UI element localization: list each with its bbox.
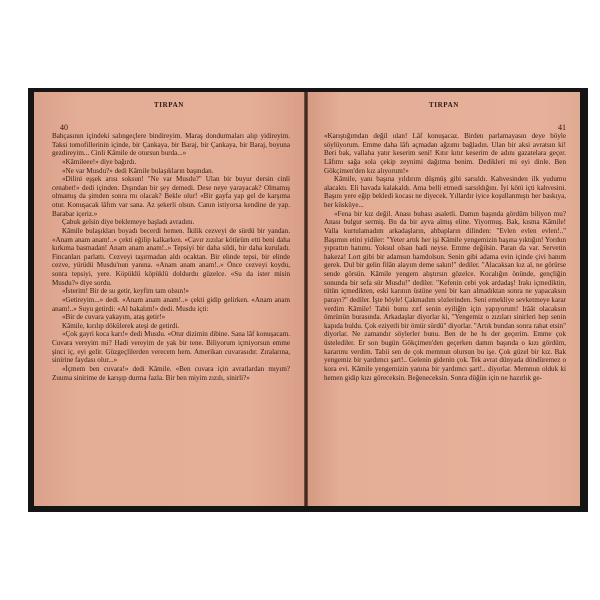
page-number: 40 xyxy=(60,123,68,132)
paragraph: «Getireyim...» dedi. «Anam anam anam!..» çekti gidip gelirken. «Anam anam anam!..» Suyu getirdi: «Al bakalım!» dedi. Musdu içti: xyxy=(52,295,290,313)
paragraph: «İçmem ben cuvara!» dedi Kâmile. «Ben cuvara için avratlardan mıyım? Zuuma sinirime de karışıp durma fazla. Bir ben miyim zızılı, sinirli?» xyxy=(52,364,290,382)
body-text xyxy=(324,132,566,382)
paragraph: «Kâmileee!» diye bağırdı. xyxy=(62,157,137,166)
page-number: 41 xyxy=(558,123,566,132)
right-page xyxy=(308,92,580,506)
paragraph: «İsterim! Bir de su getir, keyfim tam olsun!» xyxy=(62,287,189,296)
running-header: TIRPAN xyxy=(154,101,184,109)
paragraph: «Karıştığımdan değil ulan! Lâf konuşacaz. Birden parlamayasın deye böyle söylüyorum. Emme daha lâfı açmadan ağzımı bağladın. Ulan bir aksi avratsın ki! Beri bak, vallaha yatır keserim seni! Kıtır kıtır keserim de adını gazatelara geçer. Lâfımı sağa sola çekip zeynimi dağıtma benim. Dedikleri mi eyi dinle. Ben Gökçimen'den kız alıyorum!» xyxy=(324,132,566,175)
paragraph: Kâmile, kırılıp dökülerek ateşi de getirdi. xyxy=(62,321,180,330)
paragraph: «Çok gayri koca karı!» dedi Musdu. «Otur dizimin dibine. Sana lâf konuşacam. Cuvara vereyim mi? Hadi vereyim de yak bir tene. Biliyorum içmiyorsun emme şinci iç, eyi gelir. Güzgeçlilerden verecem hem. Amerikan cuvarasıdır. Zıralarına, sinirine faydası olur...» xyxy=(52,330,290,365)
paragraph: Çabuk gelsin diye beklemeye başladı avradını. xyxy=(62,218,195,227)
paragraph: «Bir de cuvara yakayım, ataş getir!» xyxy=(62,313,166,322)
open-book-spread xyxy=(28,88,588,512)
paragraph: Bahçasının içindeki salıngeçlere bindireyim. Maraş dondurmaları alıp yidireyim. Taksi tomofillerinin içinde, bir Çankaya, bir Baraj, bir Çankaya, bir Baraj, boyuna gezdireyim... Cinli Kâmile de otursun burda...» xyxy=(52,132,290,158)
paragraph: «Dilini eşşek arısı soksun! "Ne var Musdu?" Ulan bir buyur dersin cinli cenabet!» dedi içinden. Dışından bir şey demedi. Dese neye yarayacak? Olmamış olmamış da şimden sonra mı olacak? Bekle olur! «Bir gayfa yap gel de karşıma otur. Konuşacak lâfım var sana. Az şekerli olsun. Canın istiyorsa kendine de yap. Barabar içeriz.» xyxy=(52,175,290,218)
paragraph: Kâmile, yanı başına yıldırım düşmüş gibi sarsıldı. Kahvesinden ilk yudumu alacaktı. Eli havada kalakaldı. Ama belli etmedi sarsıldığını. İyi kötü içti kahvesini. Başını yere eğip bekledi kocası ne diyecek. Yıllardır iyice koşullanmıştı her baskıya, her küsküye... xyxy=(324,175,566,209)
body-text xyxy=(52,132,290,382)
left-page xyxy=(34,92,304,506)
running-header: TIRPAN xyxy=(429,101,459,109)
paragraph: «Fena bir kız değil. Anası bubası asaletli. Damın başında gördüm biliyon mu? Anası bulgur sermiş. Bu da bir ayva almış eline. Yiyormuş. Bak, kısma Kâmile! Valla kurtulamadım arkadaşların, ahbapların dilinden: "Evlen evlen evlen!.." Başımın etini yidiler: "Yeter artık her işi Kâmile yengemizin başına yıktığın! Yordun yıprattın hatunu. Yoksul olsan hadi neyse. Emme değilsin. Paran da var. Servetin hakeza! Lort gibi bir adamsın hamdolsun. Senin gibi adama evin içinde çivi hanım gerek. Dul bir gelin filân alayım deme sakın!" dediler. "Alacaksan kız al, ne görürse sende görsün. Kâmile yengem alıştırsın gözelce. Kocalığın önünde, gençliğin sonunda bir sefa sür Musdu!" dediler. "Kefenin cebi yok ardadaş! Irakı içmediktin, tütün içmedikten, eski karının üstüne yeni bir karı almadıktan sonra ne yapacaksın parayı?" dediler. İşte böyle! Çakmadım sözlerinden. Seni emekliye sevketmeye karar verdim Kâmile! Tabii bunu zırf senin eyiliğin için yapıyorum! Irâât olacaksın ömrünün burasında. Arkadaşlar diyorlar ki, "Yengemiz o zızıları sinirleri hep senin kapıda buldu. Çok eziyetli bir ömür sürdü" diyorlar. "Artık bundan sonra rahat etsin" diyorlar. Ne zamandır söylerler bunu. Ben de he hı der geçerim. Emme çok üstelediler. Er son bugün Gökçimen'den geçerken damın başında o kızı gördüm, kararımı verdim. Tabii sen de çok memnun olursun bu işe. Çok güzel bir kız. Bak yengemiz bir yardımcı şart!.. Gelenin gidenin çok. Tek avrat dünyada döndüremez o kora evi. Kâmile yengemizin yanına bir yardımcı şart!.. diyorlar. Memnun olduk ki hemen gidip kızı göreceksin. Beğeneceksin. Sonra düğün için ne hazırlık ge- xyxy=(324,209,566,382)
paragraph: «Ne var Musdu?» dedi Kâmile bulaşıkların başından. xyxy=(62,166,214,175)
paragraph: Kâmile bulaşıkları boyadı becerdi hemen. İkilik cezveyi de sürdü bir yandan. «Anam anam anam!..» çekti eğilip kalkarken. «Cavır zızılar kötürüm etti beni daha kırkıma basmadan! Anam anam anam!..» Tepsiyi bir daha sildi, bir daha kuruladı. Fincanları parlattı. Cezveyi taşırmadan aldı ocaktan. Bir elinde tepsi, bir elinde cezve, yürüdü Musdu'nun yanına. «Anam anam anam!..» Önce cezveyi koydu, sonra tepsiyi, yere. Köpüklü köpüklü doldurdu güzelce. «Su da ister misin Musdu?» diye sordu. xyxy=(52,226,290,287)
